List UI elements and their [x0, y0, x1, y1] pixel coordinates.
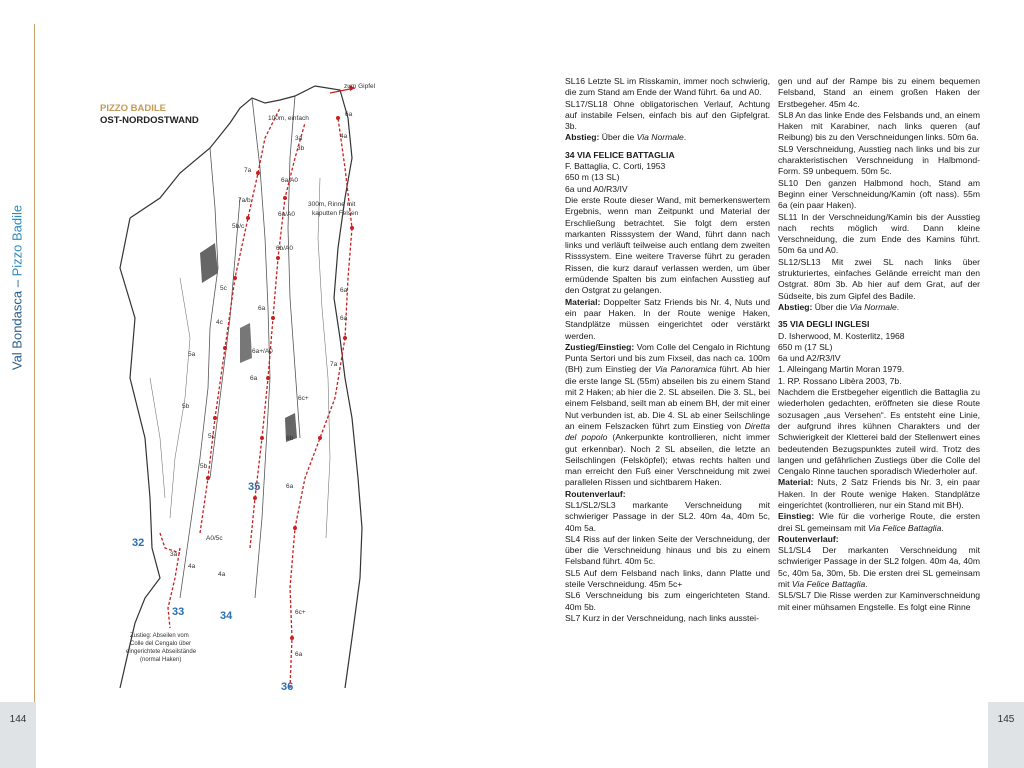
grade-label: 5b: [200, 463, 208, 470]
page-number-right: 145: [988, 702, 1024, 768]
shaded-block: [200, 243, 218, 283]
label-route-description: Routenverlauf:: [565, 488, 626, 499]
grade-label: A0/5c: [206, 535, 223, 542]
pitch: SL12/SL13 Mit zwei SL nach links über strukturiertes, einfaches Gelände erreicht man den Ostgrat. 80m 3b. Ab hier auf dem Grat, auf der Südseite, bis zum Gipfel des Badile.: [778, 256, 980, 301]
paragraph-descent: [778, 302, 980, 313]
text: Über die: [812, 301, 850, 312]
pitch: SL10 Den ganzen Halbmond hoch, Stand am Beginn einer Verschneidung/Kamin (oft nass). 55m 6a (ein paar Haken).: [778, 177, 980, 211]
grade-label: 4a: [218, 571, 226, 578]
route-number-36: 36: [281, 681, 294, 693]
rock-outline-left: [120, 218, 160, 688]
grade-label: 4a: [340, 133, 348, 140]
approach-note-line4: (normal Haken): [140, 657, 182, 663]
pitch: SL6 Verschneidung bis zum eingerichteten Stand. 40m 5b.: [565, 590, 770, 612]
grade-label: 7a: [244, 167, 252, 174]
text: Über die: [599, 132, 637, 143]
text: .: [941, 522, 944, 533]
grade-label: 6a: [340, 315, 348, 322]
grade-label: 6a: [286, 483, 294, 490]
route-number-32: 32: [132, 537, 145, 549]
grade-label: 6a/A0: [278, 211, 295, 218]
grade-label: 4c: [216, 319, 223, 326]
grade-label: 3a: [170, 551, 178, 558]
text: führt. Ab hier die erste lange SL (55m) abseilen bis zu einem Stand mit 2 Haken; ab hier die 2. SL abseilen. Die 3. SL, bei einem Felsband, seilt man ab einem BH, der mit einer Nut verbunden ist, ab. Die 4. SL ab einer Seilschlinge an einem Felszacken führt zum Einstieg von: [565, 364, 770, 431]
label-material: Material:: [565, 296, 601, 307]
pitch: SL1/SL2/SL3 markante Verschneidung mit schwieriger Passage in der SL2. 40m 4a, 40m 5c, 40m 5a.: [565, 499, 770, 533]
rock-outline: [130, 86, 362, 688]
route-meta: D. Isherwood, M. Kosterlitz, 1968: [778, 330, 905, 341]
route-topo-drawing: [90, 78, 420, 698]
route-number-33: 33: [172, 606, 185, 618]
grade-label: 5b: [182, 403, 190, 410]
text: SL1/SL4 Der markanten Verschneidung mit schwieriger Passage in der SL2 folgen. 40m 4a, 40m 5c, 40m 5a, 30m, 5b. Die ersten drei SL gemeinsam mit: [778, 545, 980, 590]
route-number-34: 34: [220, 610, 233, 622]
label-300m-b: kaputten Felsen: [312, 210, 359, 217]
label-100m: 100m, einfach: [268, 115, 309, 122]
route-meta: 6a und A0/R3/IV: [565, 183, 628, 194]
label-descent: Abstieg:: [565, 132, 600, 143]
text: Vom Colle del Cengalo in Richtung Punta Sertori und bis zum Fixseil, das nach ca. 100m (BH) zum Einstieg der: [565, 341, 770, 375]
paragraph-approach: [778, 511, 980, 534]
paragraph: SL16 Letzte SL im Risskamin, immer noch schwierig, die zum Stand am Ende der Wand führt. 6a und A0.: [565, 76, 770, 98]
route-ref: Via Felice Battaglia: [791, 579, 866, 590]
paragraph: SL17/SL18 Ohne obligatorischen Verlauf, Achtung auf instabile Felsen, einfach bis auf den Gipfelgrat. 3b.: [565, 98, 770, 132]
text: (Ankerpunkte kontrollieren, nicht immer gut erkennbar). Noch 2 SL abseilen, die letzte an Seilschlingen (Felsköpfel); etwas rechts halten und man erreicht den Fuß einer Verschneidung mit zwei parallelen Rissen und sichtbarem Haken.: [565, 432, 770, 488]
text: .: [683, 132, 687, 143]
paragraph: Nachdem die Erstbegeher eigentlich die Battaglia zu wiederholen gedachten, eröffneten sie diese Route sozusagen „aus Versehen“. Es entsteht eine Linie, der aufgrund ihres kühnen Charakters und der Schwierigkeit der Kletterei bald der Stellenwert eines bedeutenden Bezugspunktes zuteil wird. Trotz des langen und gefährlichen Zustiegs über die Colle del Cengalo Rinne tauchen sporadisch Wiederholer auf.: [778, 387, 980, 477]
grade-label: 6c+: [295, 609, 306, 616]
approach-note-line2: Colle del Cengalo über: [130, 641, 192, 647]
grade-label: 6a: [295, 651, 303, 658]
paragraph: Die erste Route dieser Wand, mit bemerkenswertem Ergebnis, wenn man Zeitpunkt und Material der Erschließung betrachtet. Sie folgt dem ersten markanten Risssystem der Wand, führt dann nach links und verläuft teilweise auch entlang dem zweiten Risssystem. Eine weitere Traverse führt zu geraden Rissen, die kurz darauf verlassen werden, um über ermüdende Spalten bis zum einfachen Ausstieg auf den Ostgrat zu gelangen.: [565, 194, 770, 296]
text: Doppelter Satz Friends bis Nr. 4, Nuts und ein paar Haken. In der Route wenige Haken, Standplätze müssen eingerichtet oder verstärkt werden.: [565, 296, 770, 341]
route-ref: Diretta del popolo: [565, 420, 770, 443]
grade-label: 4a: [188, 563, 196, 570]
page-number-left: 144: [0, 702, 36, 768]
grade-label: 3a: [295, 135, 303, 142]
grade-label: 5b/c: [232, 223, 245, 230]
route-heading-35: 35 VIA DEGLI INGLESI: [778, 319, 870, 330]
summit-label: zum Gipfel: [344, 83, 376, 90]
text-column-1: [565, 76, 770, 624]
route-meta: 650 m (17 SL): [778, 341, 833, 352]
pitch: SL8 An das linke Ende des Felsbands und, an einem Haken mit Karabiner, nach links queren (auf Reibung) bis zu den Verschneidungen links. 50m 6a.: [778, 109, 980, 143]
route-line-32: [160, 533, 180, 553]
route-meta: 650 m (13 SL): [565, 172, 620, 183]
approach-note-line1: Zustieg: Abseilen vom: [130, 633, 189, 639]
grade-label: 6a+/A0: [252, 348, 273, 355]
grade-label: 7a: [330, 361, 338, 368]
running-title-peak: Pizzo Badile: [9, 204, 25, 277]
paragraph-approach: [565, 342, 770, 489]
grade-label: 7a/b: [238, 197, 251, 204]
pitch: SL9 Verschneidung, Ausstieg nach links und bis zur charakteristischen Verschneidung in Halbmond-Form. S9 unbequem. 50m 5c.: [778, 143, 980, 177]
grade-label: 6a/A0: [281, 177, 298, 184]
grade-label: 5a: [188, 351, 196, 358]
route-meta: 1. RP. Rossano Libèra 2003, 7b.: [778, 375, 902, 386]
grade-label: 6a: [258, 305, 266, 312]
pitch: SL4 Riss auf der linken Seite der Verschneidung, der über die Verschneidung hinaus und bis zu einem Felsband führt. 40m 5c.: [565, 533, 770, 567]
pitch: SL7 Kurz in der Verschneidung, nach links ausstei-: [565, 612, 759, 623]
grade-label: 5c: [220, 285, 227, 292]
topo-title-face: OST-NORDOSTWAND: [100, 115, 199, 126]
label-route-description: Routenverlauf:: [778, 533, 839, 544]
pitch: SL11 In der Verschneidung/Kamin bis der Ausstieg nach rechts möglich wird. Dann kleine Verschneidung, die zum Ende des Kamins führt. 50m 6a und A0.: [778, 211, 980, 256]
paragraph: gen und auf der Rampe bis zu einem bequemen Felsband, Stand an einem großen Haken der Erstbegeher. 45m 4c.: [778, 76, 980, 109]
topo-title-peak: PIZZO BADILE: [100, 103, 166, 114]
grade-label: 6a: [345, 111, 353, 118]
grade-labels: [170, 111, 353, 658]
paragraph-material: [778, 477, 980, 511]
running-title-area: Val Bondasca –: [9, 276, 25, 371]
paragraph-material: [565, 297, 770, 342]
route-meta: 6a und A2/R3/IV: [778, 353, 841, 364]
belay-points: [206, 116, 354, 640]
label-approach: Zustieg/Einstieg:: [565, 341, 635, 352]
route-ref: Via Normale: [849, 301, 897, 312]
route-ref: Via Normale: [636, 132, 684, 143]
label-material: Material:: [778, 477, 814, 488]
label-descent: Abstieg:: [778, 301, 813, 312]
pitch: [778, 545, 980, 590]
grade-label: 6b: [286, 435, 294, 442]
route-number-35: 35: [248, 481, 261, 493]
label-approach: Einstieg:: [778, 511, 815, 522]
pitch: SL5/SL7 Die Risse werden zur Kaminverschneidung mit einer mühsamen Engstelle. Es folgt eine Rinne: [778, 590, 980, 612]
grade-label: 6a: [250, 375, 258, 382]
approach-note-line3: eingerichtete Abseilstände: [126, 649, 197, 655]
text: Nuts, 2 Satz Friends bis Nr. 3, ein paar Haken. In der Route wenige Haken. Standplätze eingerichtet (kontrollieren, nur ein Stand mit BH).: [778, 477, 980, 510]
shaded-block-2: [240, 323, 252, 363]
grade-label: 6b/A0: [276, 245, 293, 252]
route-meta: F. Battaglia, C. Corti, 1953: [565, 161, 666, 172]
route-meta: 1. Alleingang Martin Moran 1979.: [778, 364, 905, 375]
text: Wie für die vorherige Route, die ersten drei SL gemeinsam mit: [778, 511, 980, 533]
grade-label: 6c+: [298, 395, 309, 402]
route-ref: Via Felice Battaglia: [867, 522, 942, 533]
route-heading-34: 34 VIA FELICE BATTAGLIA: [565, 149, 675, 160]
margin-rule: [34, 24, 35, 718]
text: .: [896, 301, 900, 312]
route-ref: Via Panoramica: [654, 364, 717, 375]
label-300m: 300m, Rinne mit: [308, 201, 356, 208]
text-column-2: [778, 76, 980, 613]
pitch: SL5 Auf dem Felsband nach links, dann Platte und steile Verschneidung. 45m 5c+: [565, 567, 770, 590]
text: .: [865, 579, 868, 590]
paragraph-descent: [565, 132, 770, 143]
grade-label: 6a: [340, 287, 348, 294]
grade-label: 5c: [208, 433, 215, 440]
grade-label: 3b: [297, 145, 305, 152]
